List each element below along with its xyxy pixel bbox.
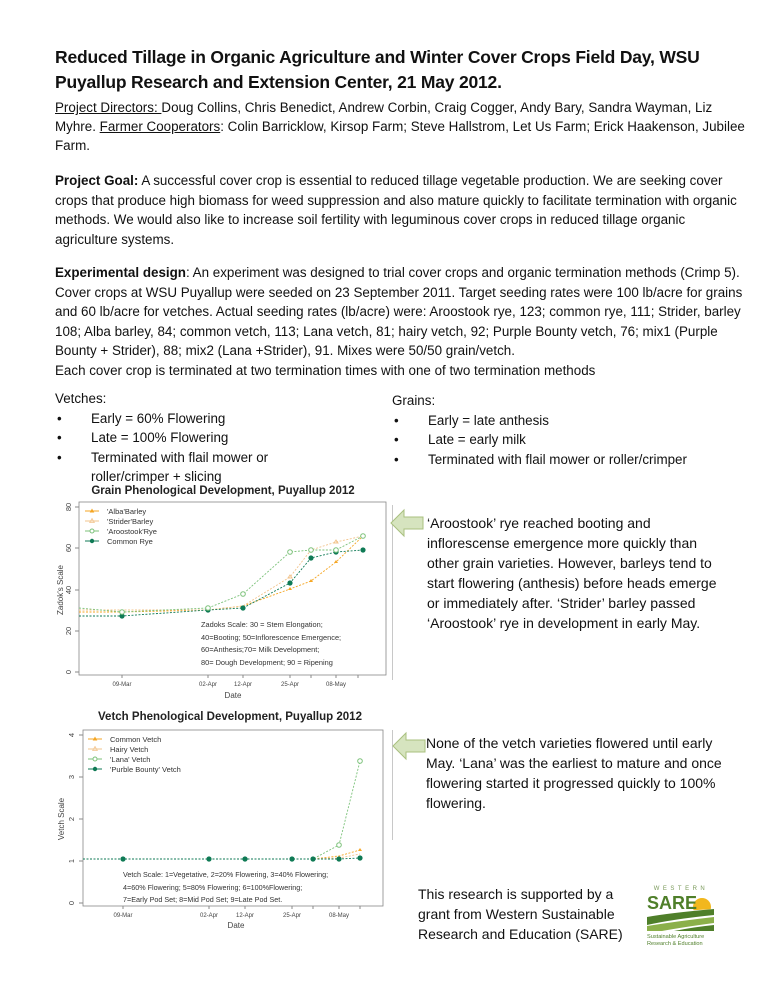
svg-text:Research & Education: Research & Education [647, 941, 703, 947]
vetches-list [55, 409, 355, 487]
svg-text:4=60% Flowering; 5=80% Floweri: 4=60% Flowering; 5=80% Flowering; 6=100%Flowering; [123, 883, 303, 892]
series-strider [79, 536, 363, 610]
y-axis [56, 503, 79, 674]
vetches-section [55, 389, 355, 487]
project-credits [55, 98, 745, 155]
svg-text:12-Apr: 12-Apr [233, 682, 253, 688]
svg-text:08-May: 08-May [325, 682, 347, 688]
svg-text:2: 2 [67, 816, 76, 822]
svg-text:25-Apr: 25-Apr [282, 913, 302, 919]
page-title [55, 45, 745, 95]
svg-text:80: 80 [64, 502, 73, 512]
svg-text:1: 1 [67, 858, 76, 864]
svg-text:60=Anthesis;70= Milk Developme: 60=Anthesis;70= Milk Development; [201, 645, 320, 654]
vetch-caption: None of the vetch varieties flowered until early May. ‘Lana’ was the earliest to mature and once flowering started it progressed quickly to 100% flowering. [426, 735, 722, 811]
support-caption: This research is supported by a grant from Western Sustainable Research and Education (SARE) [418, 886, 623, 942]
svg-text:40=Booting; 50=Inflorescence E: 40=Booting; 50=Inflorescence Emergence; [201, 633, 342, 642]
svg-text:Zadoks Scale: 30 = Stem Elong: Zadoks Scale: 30 = Stem Elongation; [201, 620, 323, 629]
svg-text:40: 40 [64, 585, 73, 595]
svg-text:'Strider'Barley: 'Strider'Barley [107, 517, 154, 526]
list-item: • Late = 100% Flowering [55, 428, 355, 448]
grain-series [79, 536, 363, 616]
vetch-markers [120, 759, 362, 862]
vetch-legend [88, 735, 181, 774]
design-label: Experimental design [55, 265, 186, 280]
vetch-series [83, 761, 360, 859]
project-goal [55, 171, 745, 249]
grain-chart [55, 480, 395, 705]
svg-text:Common Rye: Common Rye [107, 537, 153, 546]
grains-list [392, 411, 742, 470]
svg-text:'Lana' Vetch: 'Lana' Vetch [110, 755, 151, 764]
x-axis [113, 906, 360, 930]
title-line-2: Puyallup Research and Extension Center, 21 May 2012. [55, 72, 502, 92]
svg-text:0: 0 [67, 900, 76, 906]
logo-western: WESTERN [653, 886, 709, 892]
grain-markers [119, 534, 365, 619]
left-arrow-icon [390, 508, 424, 538]
bullet-icon: • [57, 449, 62, 465]
list-item: • Terminated with flail mower or roller/crimper + slicing [57, 449, 269, 484]
list-item: • Early = late anthesis [392, 411, 742, 431]
vetches-heading: Vetches: [55, 391, 107, 406]
svg-text:09-Mar: 09-Mar [112, 682, 132, 688]
grain-chart-title: Grain Phenological Development, Puyallup 2012 [91, 485, 355, 497]
list-item: • Early = 60% Flowering [55, 409, 355, 429]
svg-text:4: 4 [67, 732, 76, 738]
svg-text:02-Apr: 02-Apr [198, 682, 218, 688]
y-axis-label: Vetch Scale [57, 797, 66, 841]
svg-text:'Purble Bounty' Vetch: 'Purble Bounty' Vetch [110, 765, 181, 774]
svg-text:25-Apr: 25-Apr [280, 682, 300, 688]
vetch-chart-title: Vetch Phenological Development, Puyallup 2012 [98, 711, 362, 723]
svg-text:7=Early Pod Set; 8=Mid Pod Set: 7=Early Pod Set; 8=Mid Pod Set; 9=Late Pod Set. [123, 895, 283, 904]
svg-text:0: 0 [64, 669, 73, 675]
x-axis [112, 675, 358, 700]
y-axis-label: Zadok's Scale [56, 565, 65, 615]
svg-text:Sustainable Agriculture: Sustainable Agriculture [647, 934, 705, 940]
x-axis-label: Date [227, 921, 245, 930]
left-arrow-icon [392, 731, 426, 761]
cooperators-names: : Colin Barricklow, Kirsop Farm; Steve Hallstrom, Let Us Farm; Erick Haakenson, Jubilee Farm. [55, 119, 745, 153]
svg-text:12-Apr: 12-Apr [235, 913, 255, 919]
grains-section [392, 391, 742, 469]
grains-heading: Grains: [392, 393, 436, 408]
cooperators-label: Farmer Cooperators [99, 119, 221, 134]
grain-legend [85, 507, 157, 546]
goal-label: Project Goal: [55, 173, 139, 188]
bullet-icon: • [394, 432, 399, 447]
series-lana-vetch [83, 761, 360, 859]
svg-text:20: 20 [64, 626, 73, 636]
svg-text:3: 3 [67, 774, 76, 780]
list-item: • Terminated with flail mower or roller/crimper [392, 450, 742, 470]
list-item: • Late = early milk [392, 430, 742, 450]
vetch-scale-annotation [123, 870, 328, 904]
svg-text:'Aroostook'Rye: 'Aroostook'Rye [107, 527, 157, 536]
svg-text:'Alba'Barley: 'Alba'Barley [107, 507, 147, 516]
design-text: : An experiment was designed to trial cover crops and organic termination methods (Crimp 5). Cover crops at WSU Puyallup were seeded on 23 September 2011. Target seeding rates were 100 lb/acre for grains and 60 lb/acre for vetches. Actual seeding rates (lb/acre) were: Aroostook rye, 123; common rye, 111; Strider, barley 108; Alba barley, 84; common vetch, 113; Lana vetch, 81; hairy vetch, 92; Purple Bounty vetch, 76; mix1 (Purple Bounty + Strider), 88; mix2 (Lana +Strider), 91. Mixes were 50/50 grain/vetch. [55, 265, 743, 358]
svg-text:Common Vetch: Common Vetch [110, 735, 162, 744]
bullet-icon: • [394, 451, 399, 467]
svg-text:08-May: 08-May [328, 913, 350, 919]
y-axis [57, 733, 83, 905]
termination-note: Each cover crop is terminated at two termination times with one of two termination methods [55, 362, 596, 378]
sare-logo [644, 883, 719, 948]
grain-caption: ‘Aroostook’ rye reached booting and inflorescense emergence more quickly than other grain varieties. However, barleys tend to start flowering (anthesis) before heads emerge or immediately after. ‘Strider’ barley passed ‘Aroostook’ rye in development in early May. [427, 515, 717, 631]
x-axis-label: Date [224, 691, 242, 700]
bullet-icon: • [57, 410, 62, 426]
svg-text:02-Apr: 02-Apr [199, 913, 219, 919]
experimental-design [55, 263, 745, 380]
series-common-rye [79, 550, 363, 616]
directors-label: Project Directors: [55, 100, 162, 115]
svg-text:09-Mar: 09-Mar [113, 913, 133, 919]
logo-sare: SARE [647, 893, 698, 913]
directors-names: Doug Collins, Chris Benedict, Andrew Corbin, Craig Cogger, Andy Bary, Sandra Wayman, Liz Myhre. [55, 100, 713, 134]
svg-text:60: 60 [64, 543, 73, 553]
svg-text:Vetch Scale: 1=Vegetative, 2=2: Vetch Scale: 1=Vegetative, 2=20% Flowering, 3=40% Flowering; [123, 870, 329, 879]
zadoks-annotation [201, 620, 341, 667]
vetch-chart [40, 705, 385, 930]
bullet-icon: • [394, 412, 399, 428]
title-line-1: Reduced Tillage in Organic Agriculture and Winter Cover Crops Field Day, WSU [55, 47, 700, 67]
goal-text: A successful cover crop is essential to reduced tillage vegetable production. We are seeking cover crops that produce high biomass for weed suppression and also mature quickly to facilitate termination with organic methods. We would also like to increase soil fertility with leguminous cover crops in reduced tillage organic agriculture systems. [55, 173, 737, 247]
svg-text:80= Dough Development; 90 = Ri: 80= Dough Development; 90 = Ripening [201, 658, 333, 667]
svg-text:Hairy Vetch: Hairy Vetch [110, 745, 149, 754]
bullet-icon: • [57, 430, 62, 445]
